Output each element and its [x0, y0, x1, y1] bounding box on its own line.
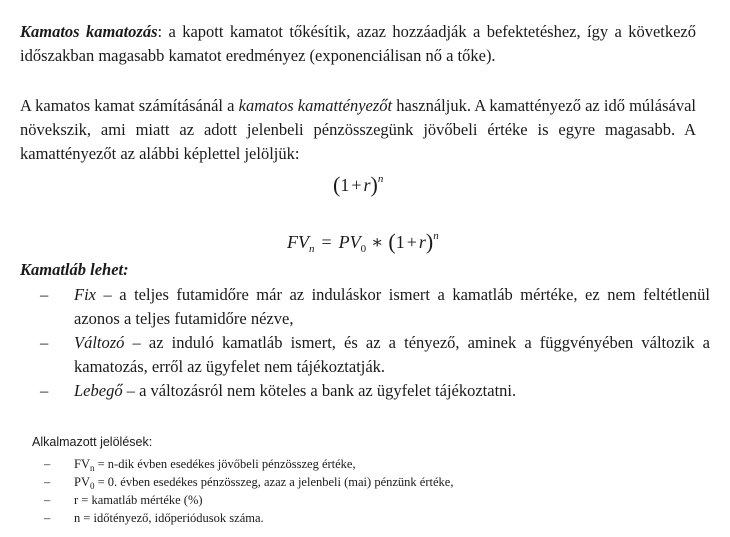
list-item-fixed-rate	[40, 283, 710, 331]
interest-factor-text-1: A kamatos kamat számításánál a	[20, 96, 239, 115]
formula2-pv: PV	[338, 232, 361, 252]
interest-factor-formula	[333, 172, 383, 198]
formula2-plus: +	[406, 232, 417, 252]
formula2-close-paren: )	[425, 229, 434, 254]
interest-factor-text-2: használjuk. A kamattényező az idő múlásával növekszik, ami miatt az adott jelenbeli pénzösszegünk jövőbeli értéke is egyre magasabb. A kamattényezőt az alábbi képlettel jelöljük:	[20, 96, 696, 163]
formula2-fv-sub: n	[309, 243, 315, 255]
list-item-variable-rate	[40, 331, 710, 379]
list-item-floating-rate	[40, 379, 710, 403]
notation-symbol: r	[74, 493, 79, 507]
notation-symbol: FV	[74, 457, 90, 471]
variable-rate-text: – az induló kamatláb ismert, és az a tényező, aminek a függvényében változik a kamatozás, erről az ügyfelet nem tájékoztatják.	[74, 333, 710, 376]
notation-item-r	[44, 491, 453, 509]
formula1-r: r	[363, 175, 371, 195]
list-dash: –	[44, 457, 51, 471]
notation-item-n	[44, 509, 453, 527]
notation-symbol: PV	[74, 475, 90, 489]
notation-description: = n-dik évben esedékes jövőbeli pénzösszeg értéke,	[94, 457, 356, 471]
formula2-one: 1	[395, 232, 405, 252]
notation-description: = 0. évben esedékes pénzösszeg, azaz a jelenbeli (mai) pénzünk értéke,	[94, 475, 454, 489]
list-dash: –	[44, 493, 51, 507]
formula2-exponent: n	[433, 230, 439, 242]
formula2-pv-sub: 0	[360, 243, 367, 255]
list-dash: –	[40, 333, 49, 352]
formula2-fv: FV	[287, 232, 309, 252]
list-dash: –	[40, 381, 49, 400]
formula1-close-paren: )	[370, 172, 378, 197]
formula1-open-paren: (	[333, 172, 341, 197]
formula1-one: 1	[340, 175, 350, 195]
notation-item-pv	[44, 473, 453, 491]
notation-description: = időtényező, időperiódusok száma.	[80, 511, 264, 525]
fixed-rate-text: – a teljes futamidőre már az induláskor ismert a kamatláb mértéke, ez nem feltétlenül azonos a teljes futamidőre nézve,	[74, 285, 710, 328]
interest-factor-paragraph	[20, 94, 696, 166]
notation-description: = kamatláb mértéke (%)	[78, 493, 203, 507]
fixed-rate-term: Fix	[74, 285, 96, 304]
interest-rate-heading: Kamatláb lehet:	[20, 260, 129, 279]
formula2-times: ∗	[371, 232, 384, 252]
compound-interest-term: Kamatos kamatozás	[20, 22, 158, 41]
notation-item-fv	[44, 455, 453, 473]
notation-list	[44, 455, 453, 527]
floating-rate-term: Lebegő	[74, 381, 123, 400]
notation-subscript: n	[89, 463, 95, 473]
future-value-formula	[287, 229, 439, 255]
formula2-r: r	[418, 232, 426, 252]
formula2-open-paren: (	[388, 229, 396, 254]
list-dash: –	[44, 511, 51, 525]
notation-symbol: n	[74, 511, 81, 525]
compound-interest-text: : a kapott kamatot tőkésítik, azaz hozzáadják a befektetéshez, így a következő időszakban magasabb kamatot eredményez (exponenciálisan nő a tőke).	[20, 22, 696, 65]
formula1-plus: +	[351, 175, 362, 195]
notation-title: Alkalmazott jelölések:	[32, 435, 153, 449]
interest-factor-term: kamatos kamattényezőt	[238, 96, 393, 115]
floating-rate-text: – a változásról nem köteles a bank az ügyfelet tájékoztatni.	[122, 381, 517, 400]
list-dash: –	[40, 285, 49, 304]
formula1-exponent: n	[377, 173, 384, 185]
compound-interest-paragraph	[20, 20, 696, 68]
formula2-equals: =	[321, 232, 332, 252]
variable-rate-term: Változó	[74, 333, 125, 352]
list-dash: –	[44, 475, 51, 489]
interest-rate-list	[40, 283, 710, 403]
notation-subscript: 0	[89, 481, 95, 491]
